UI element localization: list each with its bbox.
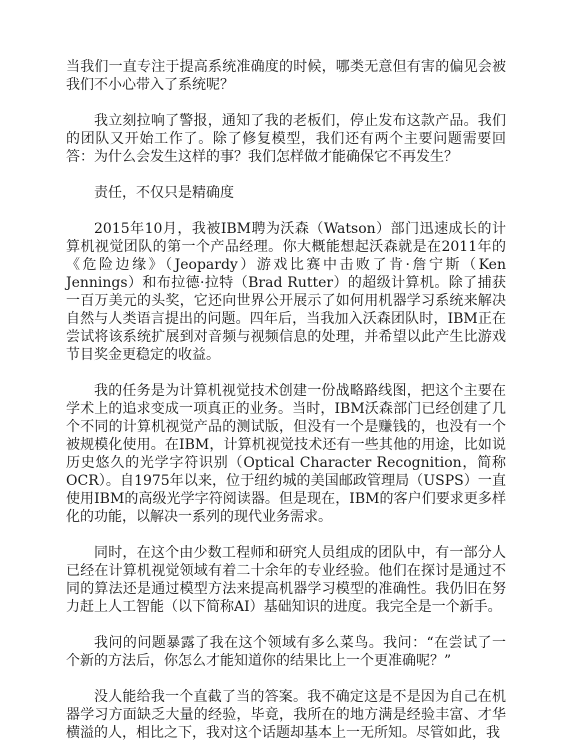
section-heading: 责任，不仅只是精确度 (94, 185, 234, 201)
paragraph-6: 我问的问题暴露了我在这个领域有多么菜鸟。我问：“在尝试了一个新的方法后，你怎么才能知道你的结果比上一个更准确呢？” (66, 635, 506, 669)
paragraph-1: 当我们一直专注于提高系统准确度的时候，哪类无意但有害的偏见会被我们不小心带入了系统呢？ (66, 59, 506, 93)
paragraph-7: 没人能给我一个直截了当的答案。我不确定这是不是因为自己在机器学习方面缺乏大量的经验，毕竟，我所在的地方满是经验丰富、才华横溢的人，相比之下，我对这个话题却基本上一无所知。尽管如此，我 (66, 689, 506, 741)
paragraph-3: 2015年10月，我被IBM聘为沃森（Watson）部门迅速成长的计算机视觉团队的第一个产品经理。你大概能想起沃森就是在2011年的《危险边缘》（Jeopardy）游戏比赛中击败了肯·詹宁斯（Ken Jennings）和布拉德·拉特（Brad Rutter）的超级计算机。除了捕获一百万美元的头奖，它还向世界公开展示了如何用机器学习系统来解决自然与人类语言提出的问题。四年后，当我加入沃森团队时，IBM正在尝试将该系统扩展到对音频与视频信息的处理，并希望以此产生比游戏节目奖金更稳定的收益。 (66, 221, 506, 363)
paragraph-2: 我立刻拉响了警报，通知了我的老板们，停止发布这款产品。我们的团队又开始工作了。除了修复模型，我们还有两个主要问题需要回答：为什么会发生这样的事？我们怎样做才能确保它不再发生？ (66, 113, 506, 165)
paragraph-4: 我的任务是为计算机视觉技术创建一份战略路线图，把这个主要在学术上的追求变成一项真正的业务。当时，IBM沃森部门已经创建了几个不同的计算机视觉产品的测试版，但没有一个是赚钱的，也没有一个被规模化使用。在IBM，计算机视觉技术还有一些其他的用途，比如说历史悠久的光学字符识别（Optical Character Recognition，简称OCR）。自1975年以来，位于纽约城的美国邮政管理局（USPS）一直使用IBM的高级光学字符阅读器。但是现在，IBM的客户们要求更多样化的功能，以解决一系列的现代业务需求。 (66, 383, 506, 525)
paragraph-5: 同时，在这个由少数工程师和研究人员组成的团队中，有一部分人已经在计算机视觉领域有着二十余年的专业经验。他们在探讨是通过不同的算法还是通过模型方法来提高机器学习模型的准确性。我仍旧在努力赶上人工智能（以下简称AI）基础知识的进度。我完全是一个新手。 (66, 545, 506, 615)
